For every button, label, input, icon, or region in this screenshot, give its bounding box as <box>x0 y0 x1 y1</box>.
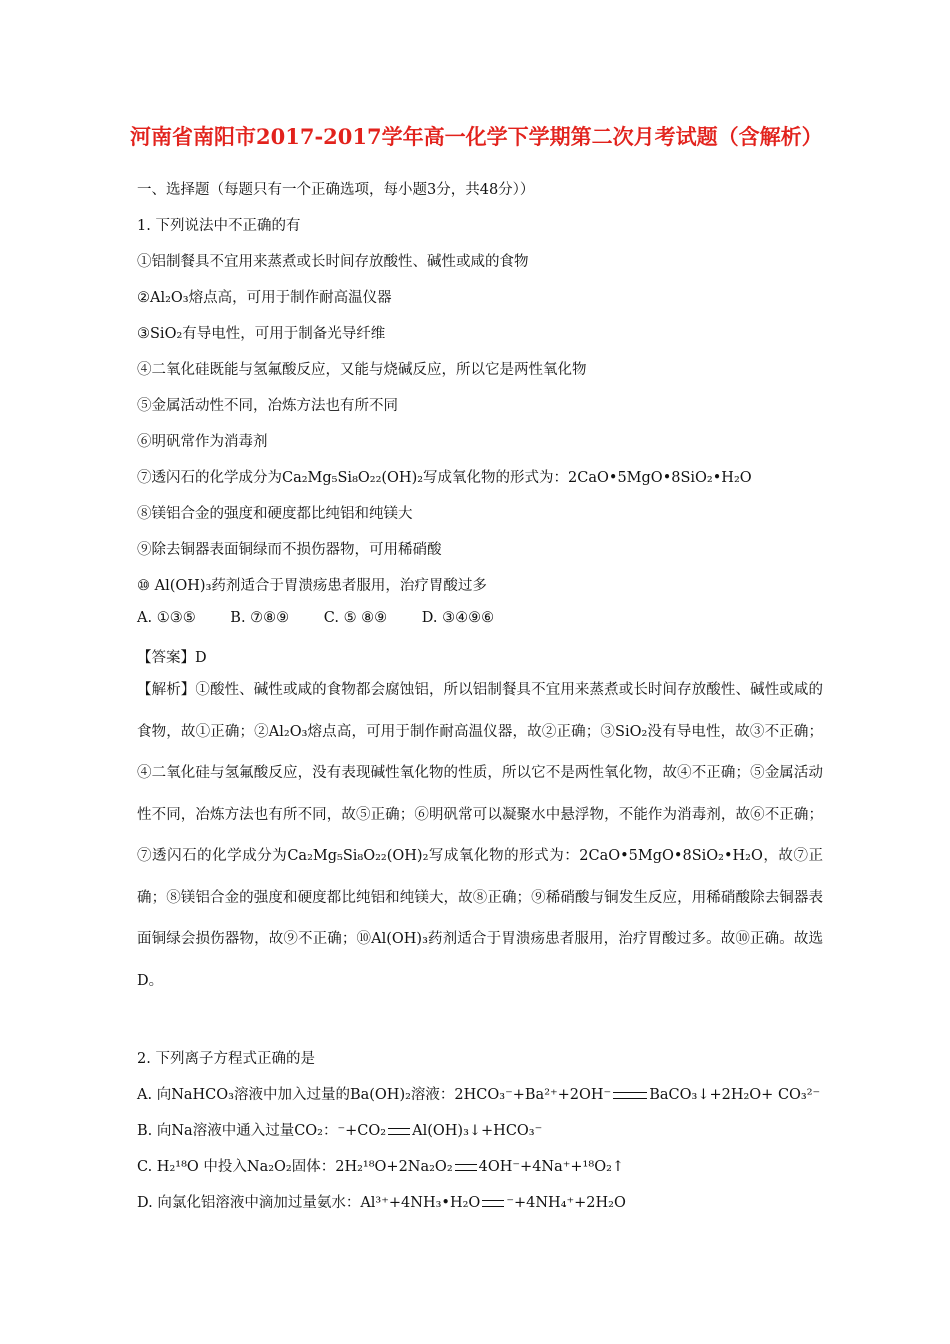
question-1-item: ①铝制餐具不宜用来蒸煮或长时间存放酸性、碱性或咸的食物 <box>137 254 529 270</box>
question-1-item: ⑧镁铝合金的强度和硬度都比纯铝和纯镁大 <box>137 506 413 522</box>
equals-sign <box>388 1128 410 1135</box>
option-a-left: A. 向NaHCO₃溶液中加入过量的Ba(OH)₂溶液：2HCO₃⁻+Ba²⁺+2OH⁻ <box>137 1087 612 1103</box>
page-title: 河南省南阳市2017-2017学年高一化学下学期第二次月考试题（含解析） <box>130 124 823 149</box>
question-1-stem: 1. 下列说法中不正确的有 <box>137 218 301 234</box>
question-1-item: ⑤金属活动性不同，冶炼方法也有所不同 <box>137 398 398 414</box>
question-1-item: ⑦透闪石的化学成分为Ca₂Mg₅Si₈O₂₂(OH)₂写成氧化物的形式为：2CaO•5MgO•8SiO₂•H₂O <box>137 470 752 486</box>
option-b-right: Al(OH)₃↓+HCO₃⁻ <box>412 1123 543 1139</box>
option-d-right: ⁻+4NH₄⁺+2H₂O <box>506 1195 626 1211</box>
question-1-item: ③SiO₂有导电性，可用于制备光导纤维 <box>137 326 386 342</box>
equals-sign <box>613 1092 647 1099</box>
option-c-left: C. H₂¹⁸O 中投入Na₂O₂固体：2H₂¹⁸O+2Na₂O₂ <box>137 1159 453 1175</box>
option-a-right: BaCO₃↓+2H₂O+ CO₃²⁻ <box>649 1087 821 1103</box>
question-1-item: ④二氧化硅既能与氢氟酸反应，又能与烧碱反应，所以它是两性氧化物 <box>137 362 587 378</box>
question-2-option-c <box>137 1155 624 1176</box>
question-1-item: ⑨除去铜器表面铜绿而不损伤器物，可用稀硝酸 <box>137 542 442 558</box>
option-d-left: D. 向氯化铝溶液中滴加过量氨水：Al³⁺+4NH₃•H₂O <box>137 1195 481 1211</box>
answer-line: 【答案】D <box>137 650 207 666</box>
question-2-stem: 2. 下列离子方程式正确的是 <box>137 1051 315 1067</box>
question-1-item: ②Al₂O₃熔点高，可用于制作耐高温仪器 <box>137 290 392 306</box>
equals-sign <box>482 1200 504 1207</box>
question-1-item: ⑥明矾常作为消毒剂 <box>137 434 268 450</box>
choice-a: A. ①③⑤ <box>137 610 196 626</box>
analysis-paragraph: 【解析】①酸性、碱性或咸的食物都会腐蚀铝，所以铝制餐具不宜用来蒸煮或长时间存放酸性、碱性或咸的食物，故①正确；②Al₂O₃熔点高，可用于制作耐高温仪器，故②正确；③SiO₂没有导电性，故③不正确；④二氧化硅与氢氟酸反应，没有表现碱性氧化物的性质，所以它不是两性氧化物，故④不正确；⑤金属活动性不同，冶炼方法也有所不同，故⑤正确；⑥明矾常可以凝聚水中悬浮物，不能作为消毒剂，故⑥不正确；⑦透闪石的化学成分为Ca₂Mg₅Si₈O₂₂(OH)₂写成氧化物的形式为：2CaO•5MgO•8SiO₂•H₂O，故⑦正确；⑧镁铝合金的强度和硬度都比纯铝和纯镁大，故⑧正确；⑨稀硝酸与铜发生反应，用稀硝酸除去铜器表面铜绿会损伤器物，故⑨不正确；⑩Al(OH)₃药剂适合于胃溃疡患者服用，治疗胃酸过多。故⑩正确。故选D。 <box>137 682 823 989</box>
choice-d: D. ③④⑨⑥ <box>421 610 495 626</box>
choice-b: B. ⑦⑧⑨ <box>230 610 290 626</box>
choice-c: C. ⑤ ⑧⑨ <box>323 610 388 626</box>
option-c-right: 4OH⁻+4Na⁺+¹⁸O₂↑ <box>478 1159 625 1175</box>
equals-sign <box>455 1164 477 1171</box>
question-2-option-a <box>137 1083 820 1104</box>
question-2-option-b <box>137 1119 542 1140</box>
section-heading: 一、选择题（每题只有一个正确选项，每小题3分，共48分）） <box>137 182 535 198</box>
option-b-left: B. 向Na溶液中通入过量CO₂：⁻+CO₂ <box>137 1123 387 1139</box>
question-2-option-d <box>137 1191 626 1212</box>
question-1-item: ⑩ Al(OH)₃药剂适合于胃溃疡患者服用，治疗胃酸过多 <box>137 578 487 594</box>
question-1-choices <box>137 610 524 626</box>
